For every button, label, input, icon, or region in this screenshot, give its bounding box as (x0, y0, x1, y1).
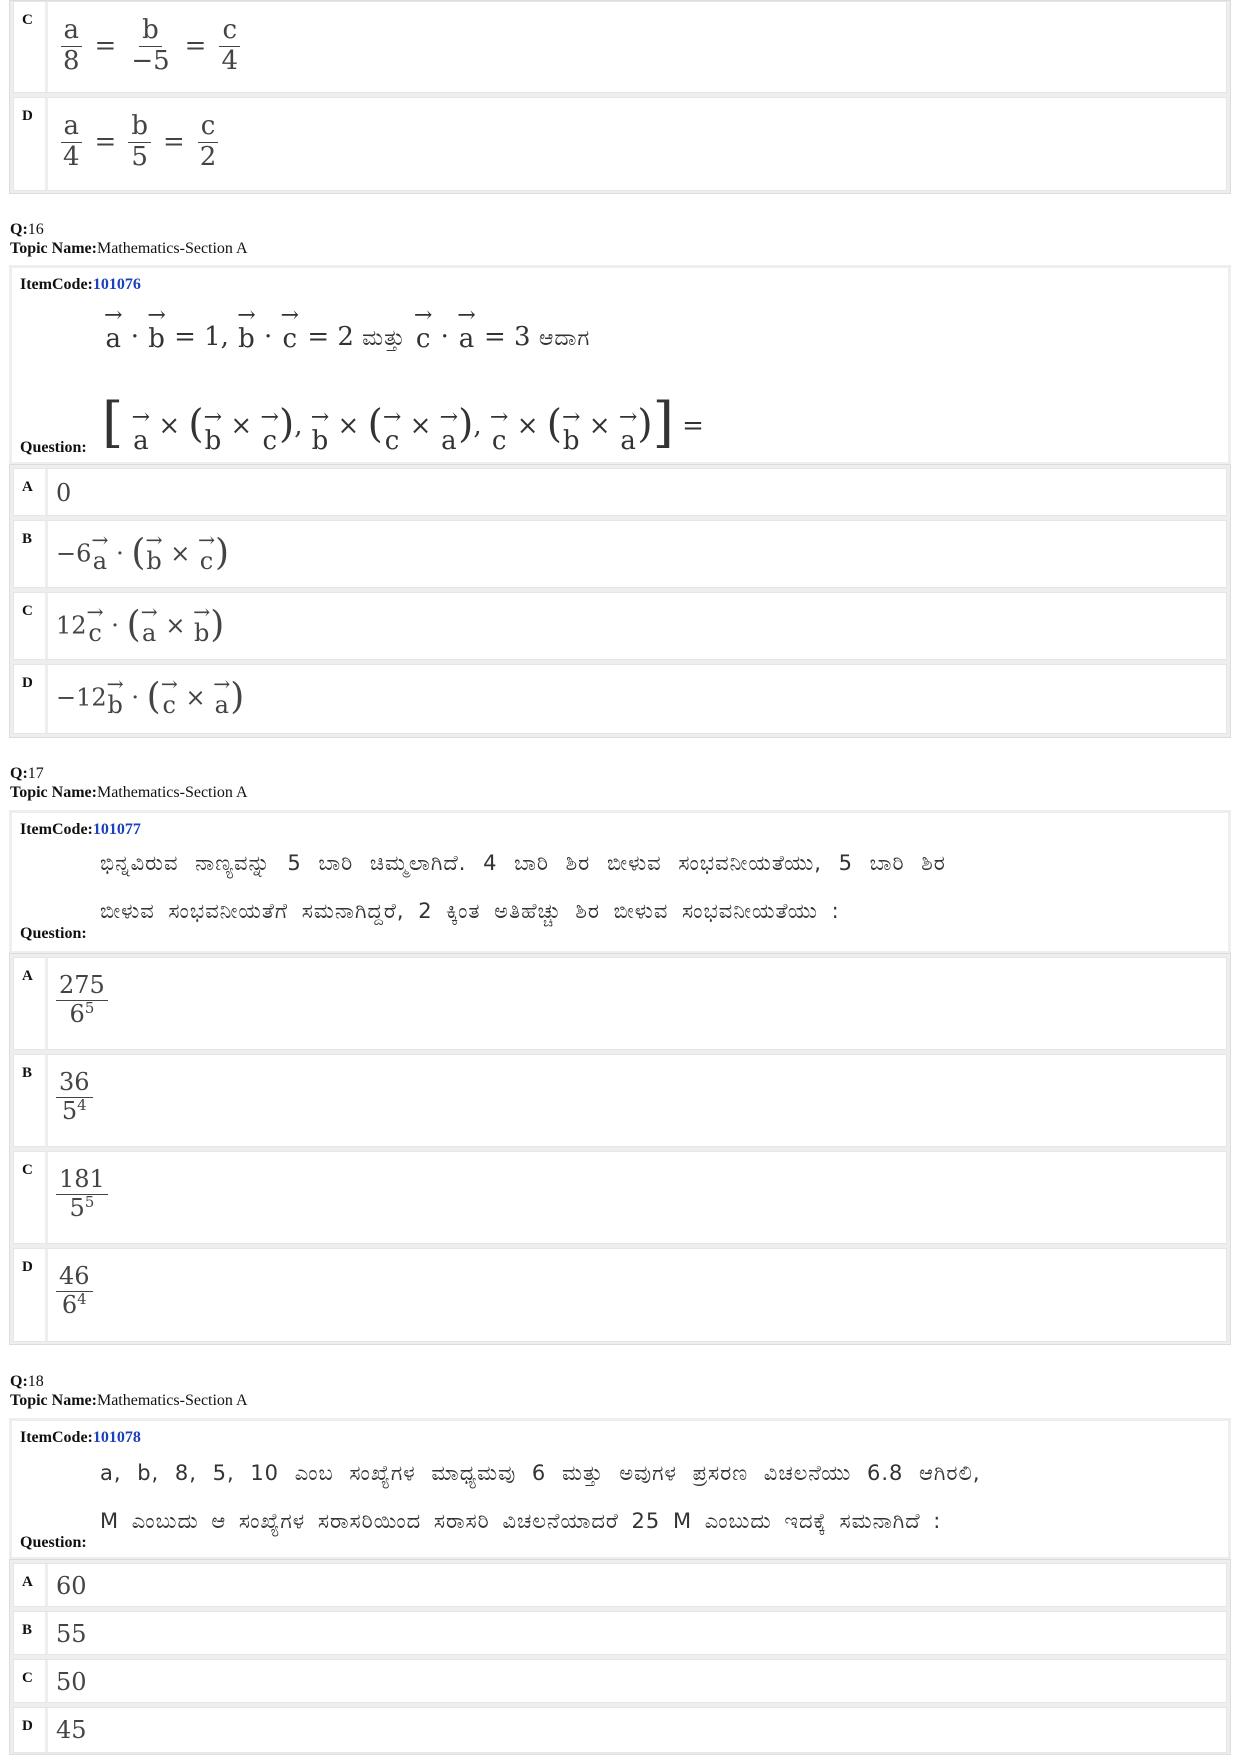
option-letter: C (22, 1162, 33, 1178)
q16-header: Q:16 Topic Name:Mathematics-Section A (10, 221, 248, 257)
q17-question-box (9, 810, 1231, 954)
q18-question-box (9, 1418, 1231, 1560)
q17-question-line2: ಬೀಳುವ ಸಂಭವನೀಯತೆಗೆ ಸಮನಾಗಿದ್ದರೆ, 2 ಕ್ಕಿಂತ ಅತಿಹೆಚ್ಚು ಶಿರ ಬೀಳುವ ಸಂಭವನೀಯತೆಯು : (100, 899, 840, 923)
option-letter: A (22, 968, 33, 984)
option-math: −6 → a · ( → b × → c ) (56, 528, 230, 576)
question-label: Question: (20, 439, 87, 456)
q16-question-line1: → a · → b = 1, → b · → c = 2 ಮತ್ತು → c · → a = 3 ಆದಾಗ (104, 302, 591, 354)
option-math: $\frac{275}{6^5}$ (56, 972, 112, 1028)
option-text: 50 (56, 1668, 87, 1696)
option-letter: A (22, 1574, 33, 1590)
question-label: Question: (20, 1534, 87, 1551)
option-math: $\frac{181}{5^5}$ (56, 1166, 112, 1222)
question-label: Question: (20, 925, 87, 942)
option-math: $\frac{a}{8}$ = $\frac{b}{-5}$ = $\frac{c}{4}$ (56, 16, 245, 77)
q18-options (9, 1559, 1231, 1755)
q16-question-box (9, 265, 1231, 465)
q18-question-line2: M ಎಂಬುದು ಆ ಸಂಖ್ಯೆಗಳ ಸರಾಸರಿಯಿಂದ ಸರಾಸರಿ ವಿಚಲನೆಯಾದರೆ 25 M ಎಂಬುದು ಇದಕ್ಕೆ ಸಮನಾಗಿದೆ : (100, 1509, 942, 1533)
q17-options (9, 953, 1231, 1345)
q17-header: Q:17 Topic Name:Mathematics-Section A (10, 765, 248, 801)
q17-option-a[interactable] (13, 957, 1227, 1050)
q18-option-b[interactable] (13, 1611, 1227, 1655)
q17-option-c[interactable] (13, 1151, 1227, 1244)
q16-options (9, 464, 1231, 738)
q18-question-line1: a, b, 8, 5, 10 ಎಂಬ ಸಂಖ್ಯೆಗಳ ಮಾಧ್ಯಮವು 6 ಮತ್ತು ಅವುಗಳ ಪ್ರಸರಣ ವಿಚಲನೆಯು 6.8 ಆಗಿರಲಿ, (100, 1461, 981, 1485)
option-text: 60 (56, 1572, 87, 1600)
q16-option-c[interactable] (13, 592, 1227, 660)
option-math: −12 → b · ( → c × → a ) (56, 672, 245, 720)
q16-option-a[interactable] (13, 468, 1227, 516)
option-letter: B (22, 1622, 33, 1638)
q15-options (9, 0, 1231, 194)
itemcode: ItemCode:101077 (20, 821, 141, 838)
option-letter: D (22, 1718, 33, 1734)
q18-option-c[interactable] (13, 1659, 1227, 1703)
option-math: $\frac{46}{6^4}$ (56, 1263, 97, 1319)
option-math: $\frac{a}{4}$ = $\frac{b}{5}$ = $\frac{c}{2}$ (56, 112, 223, 173)
option-math: $\frac{36}{5^4}$ (56, 1069, 97, 1125)
q18-option-d[interactable] (13, 1707, 1227, 1753)
option-text: 0 (56, 479, 72, 507)
option-letter: C (22, 603, 33, 619)
q17-option-d[interactable] (13, 1248, 1227, 1342)
itemcode: ItemCode:101078 (20, 1429, 141, 1446)
option-letter: C (22, 12, 33, 28)
q17-question-line1: ಭಿನ್ನವಿರುವ ನಾಣ್ಯವನ್ನು 5 ಬಾರಿ ಚಿಮ್ಮಲಾಗಿದೆ. 4 ಬಾರಿ ಶಿರ ಬೀಳುವ ಸಂಭವನೀಯತೆಯು, 5 ಬಾರಿ ಶಿರ (100, 851, 946, 875)
q15-option-d[interactable] (13, 97, 1227, 191)
q17-option-b[interactable] (13, 1054, 1227, 1147)
itemcode: ItemCode:101076 (20, 276, 141, 293)
option-letter: D (22, 675, 33, 691)
option-math: 12 → c · ( → a × → b ) (56, 600, 225, 648)
option-text: 45 (56, 1716, 87, 1744)
q16-question-line2: [ → a × ( → b × → c ), → b × ( → c × → a ), → c × ( → b × → a )] = (102, 390, 704, 456)
option-letter: C (22, 1670, 33, 1686)
q16-option-d[interactable] (13, 664, 1227, 734)
option-letter: D (22, 108, 33, 124)
q18-option-a[interactable] (13, 1563, 1227, 1607)
option-letter: A (22, 479, 33, 495)
option-text: 55 (56, 1620, 87, 1648)
option-letter: D (22, 1259, 33, 1275)
q16-option-b[interactable] (13, 520, 1227, 588)
option-letter: B (22, 531, 33, 547)
option-letter: B (22, 1065, 33, 1081)
q18-header: Q:18 Topic Name:Mathematics-Section A (10, 1373, 248, 1409)
q15-option-c[interactable] (13, 1, 1227, 93)
